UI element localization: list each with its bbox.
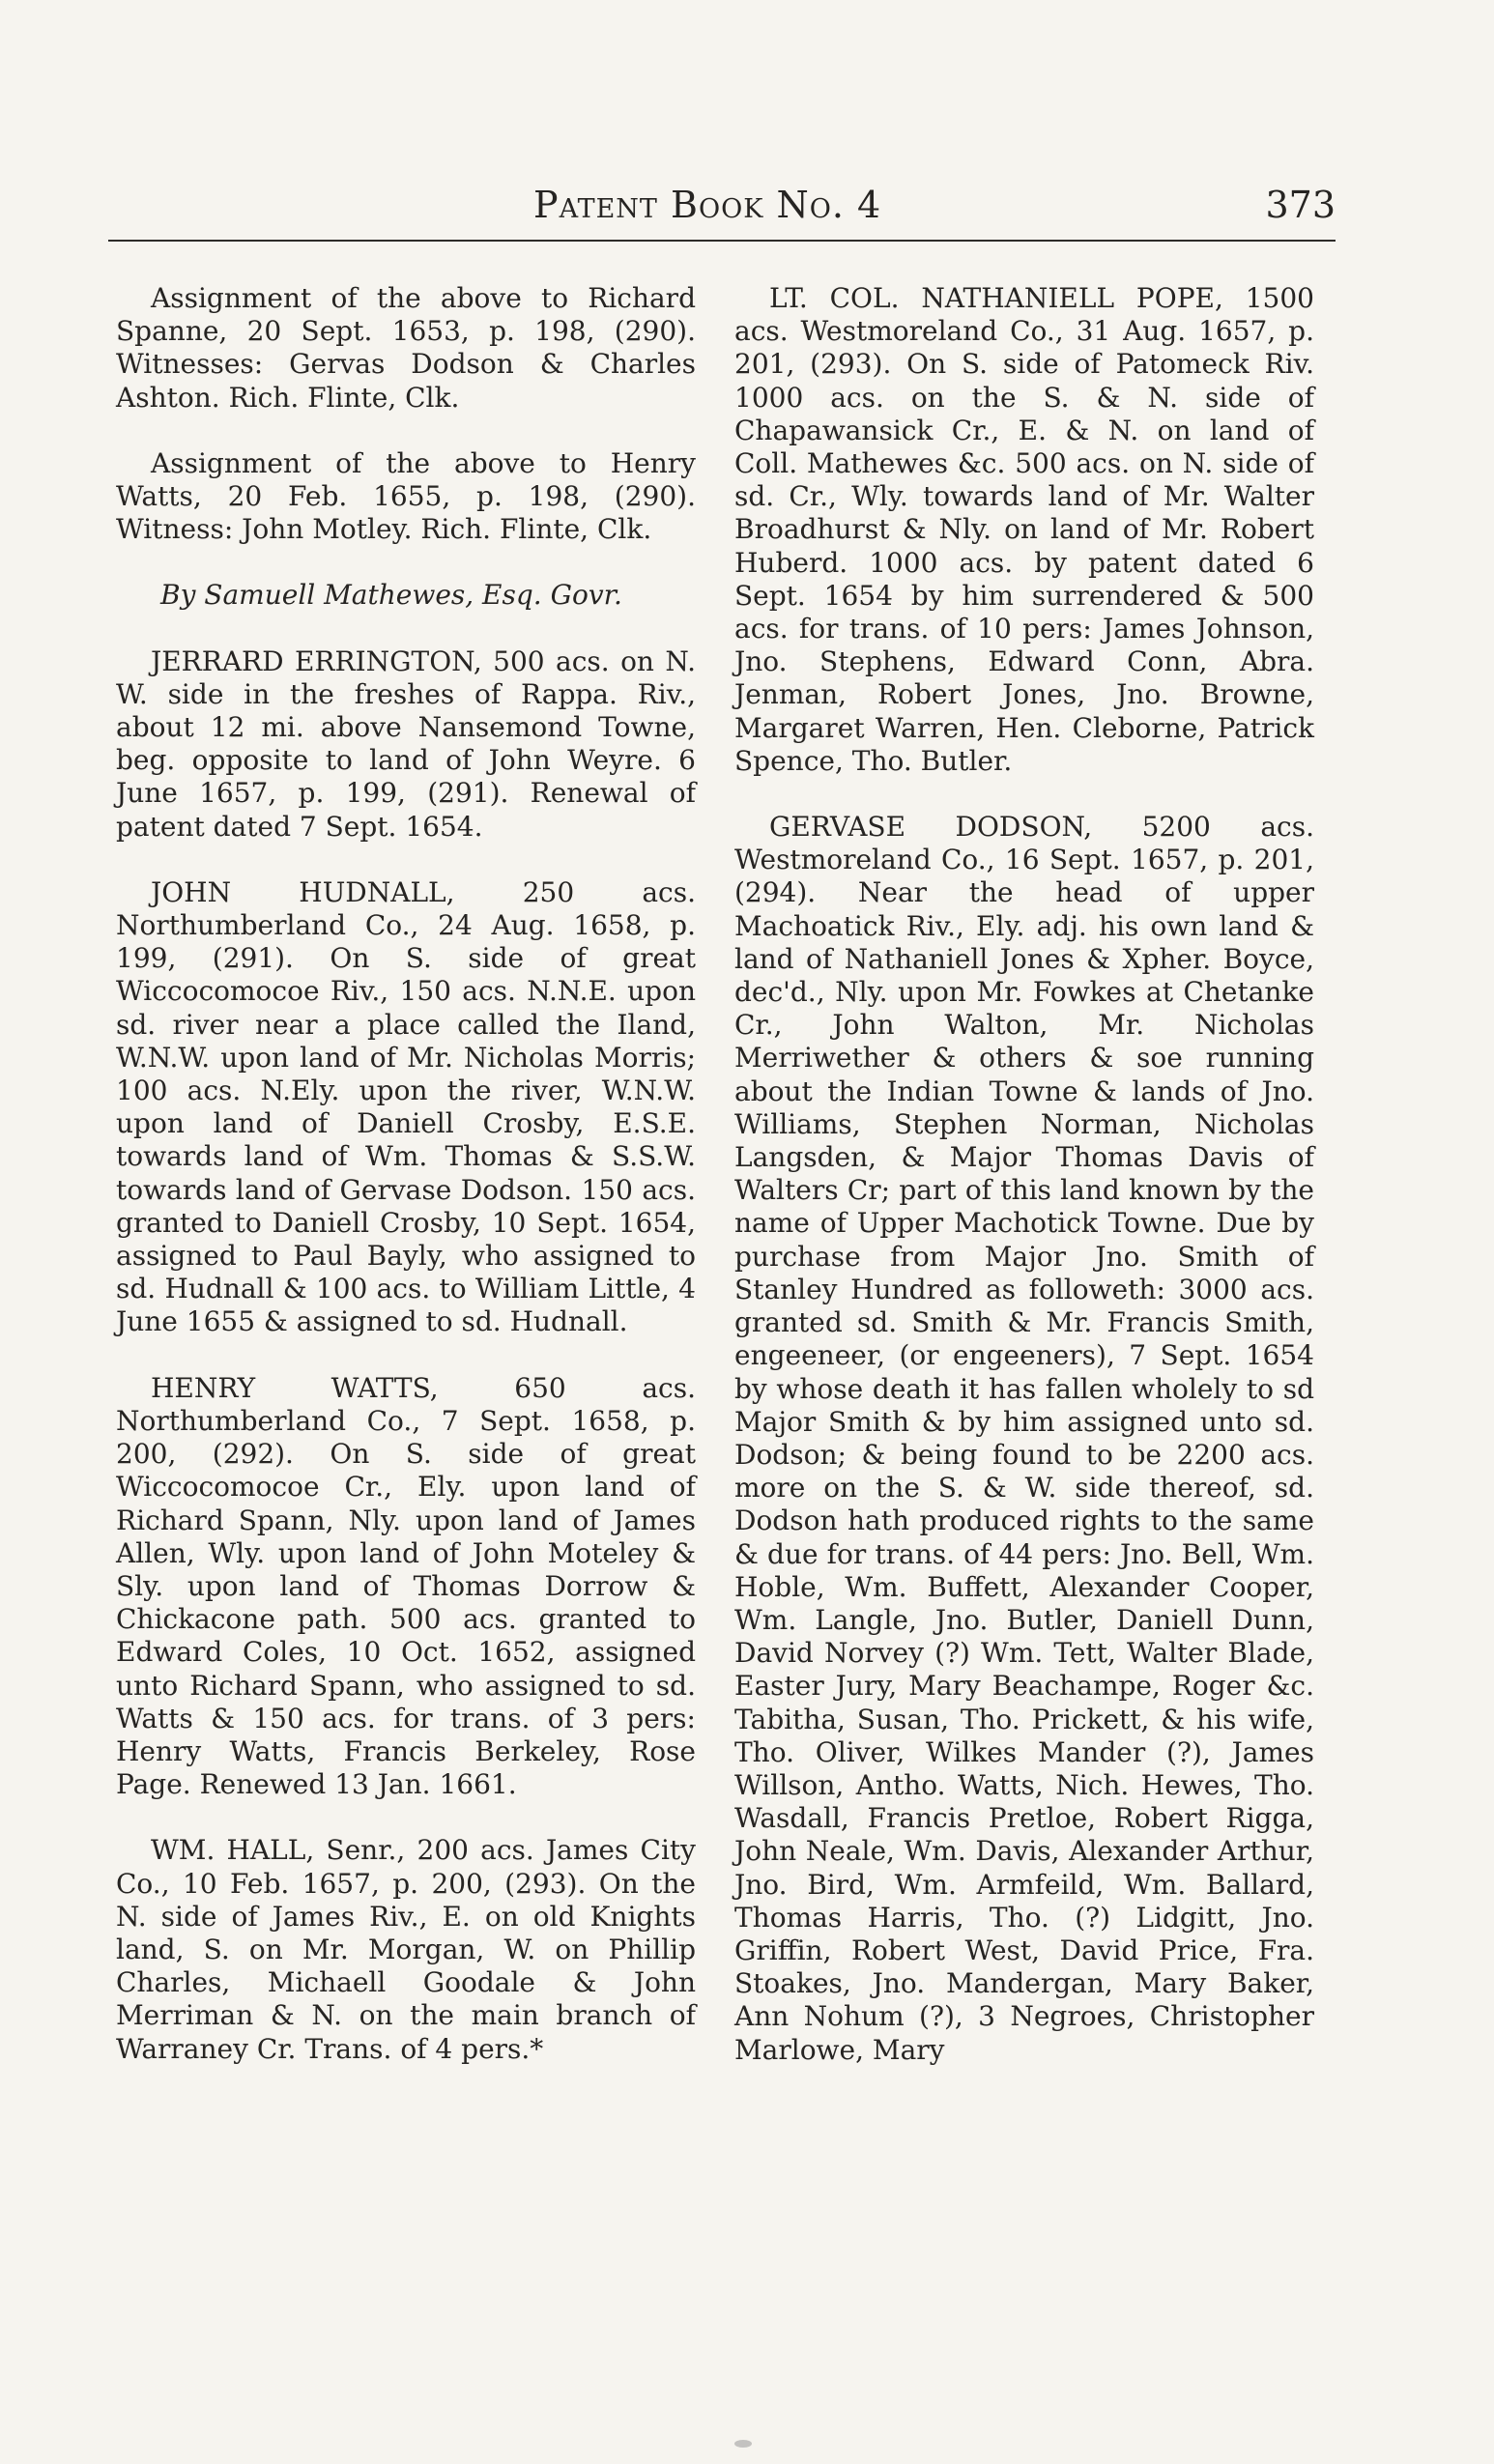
dodson-entry: GERVASE DODSON, 5200 acs. Westmoreland Co., 16 Sept. 1657, p. 201, (294). Near the head of upper Machoatick Riv., Ely. adj. his own land & land of Nathaniell Jones & Xpher. Boyce, dec'd., Nly. upon Mr. Fowkes at Chetanke Cr., John Walton, Mr. Nicholas Merriwether & others & soe running about the Indian Towne & lands of Jno. Williams, Stephen Norman, Nicholas Langsden, & Major Thomas Davis of Walters Cr; part of this land known by the name of Upper Machotick Towne. Due by purchase from Major Jno. Smith of Stanley Hundred as followeth: 3000 acs. granted sd. Smith & Mr. Francis Smith, engeeneer, (or engeeners), 7 Sept. 1654 by whose death it has fallen wholely to sd Major Smith & by him assigned unto sd. Dodson; & being found to be 2200 acs. more on the S. & W. side thereof, sd. Dodson hath produced rights to the same & due for trans. of 44 pers: Jno. Bell, Wm. Hoble, Wm. Buffett, Alexander Cooper, Wm. Langle, Jno. Butler, Daniell Dunn, David Norvey (?) Wm. Tett, Walter Blade, Easter Jury, Mary Beachampe, Roger &c. Tabitha, Susan, Tho. Prickett, & his wife, Tho. Oliver, Wilkes Mander (?), James Willson, Antho. Watts, Nich. Hewes, Tho. Wasdall, Francis Pretloe, Robert Rigga, John Neale, Wm. Davis, Alexander Arthur, Jno. Bird, Wm. Armfeild, Wm. Ballard, Thomas Harris, Tho. (?) Lidgitt, Jno. Griffin, Robert West, David Price, Fra. Stoakes, Jno. Mandergan, Mary Baker, Ann Nohum (?), 3 Negroes, Christopher Marlowe, Mary (734, 811, 1314, 2066)
header-rule (108, 240, 1336, 242)
right-column (734, 282, 1314, 2100)
hudnall-entry: JOHN HUDNALL, 250 acs. Northumberland Co., 24 Aug. 1658, p. 199, (291). On S. side of great Wiccocomocoe Riv., 150 acs. N.N.E. upon sd. river near a place called the Iland, W.N.W. upon land of Mr. Nicholas Morris; 100 acs. N.Ely. upon the river, W.N.W. upon land of Daniell Crosby, E.S.E. towards land of Wm. Thomas & S.S.W. towards land of Gervase Dodson. 150 acs. granted to Daniell Crosby, 10 Sept. 1654, assigned to Paul Bayly, who assigned to sd. Hudnall & 100 acs. to William Little, 4 June 1655 & assigned to sd. Hudnall. (116, 875, 696, 1338)
page-header (108, 184, 1336, 234)
assignment-spanne-entry: Assignment of the above to Richard Spanne, 20 Sept. 1653, p. 198, (290). Witnesses: Gervas Dodson & Charles Ashton. Rich. Flinte, Clk. (116, 282, 696, 414)
page-number: 373 (1265, 184, 1336, 226)
wm-hall-entry: WM. HALL, Senr., 200 acs. James City Co., 10 Feb. 1657, p. 200, (293). On the N. side of James Riv., E. on old Knights land, S. on Mr. Morgan, W. on Phillip Charles, Michaell Goodale & John Merriman & N. on the main branch of Warraney Cr. Trans. of 4 pers.* (116, 1834, 696, 2065)
assignment-watts-entry: Assignment of the above to Henry Watts, 20 Feb. 1655, p. 198, (290). Witness: John Motley. Rich. Flinte, Clk. (116, 446, 696, 546)
pope-entry: LT. COL. NATHANIELL POPE, 1500 acs. Westmoreland Co., 31 Aug. 1657, p. 201, (293). On S. side of Patomeck Riv. 1000 acs. on the S. & N. side of Chapawansick Cr., E. & N. on land of Coll. Mathewes &c. 500 acs. on N. side of sd. Cr., Wly. towards land of Mr. Walter Broadhurst & Nly. on land of Mr. Robert Huberd. 1000 acs. by patent dated 6 Sept. 1654 by him surrendered & 500 acs. for trans. of 10 pers: James Johnson, Jno. Stephens, Edward Conn, Abra. Jenman, Robert Jones, Jno. Browne, Margaret Warren, Hen. Cleborne, Patrick Spence, Tho. Butler. (734, 282, 1314, 777)
henry-watts-entry: HENRY WATTS, 650 acs. Northumberland Co., 7 Sept. 1658, p. 200, (292). On S. side of great Wiccocomocoe Cr., Ely. upon land of Richard Spann, Nly. upon land of James Allen, Wly. upon land of John Moteley & Sly. upon land of Thomas Dorrow & Chickacone path. 500 acs. granted to Edward Coles, 10 Oct. 1652, assigned unto Richard Spann, who assigned to sd. Watts & 150 acs. for trans. of 3 pers: Henry Watts, Francis Berkeley, Rose Page. Renewed 13 Jan. 1661. (116, 1371, 696, 1801)
left-column (116, 282, 696, 2099)
errington-entry: JERRARD ERRINGTON, 500 acs. on N. W. side in the freshes of Rappa. Riv., about 12 mi. above Nansemond Towne, beg. opposite to land of John Weyre. 6 June 1657, p. 199, (291). Renewal of patent dated 7 Sept. 1654. (116, 645, 696, 843)
governor-section-title: By Samuell Mathewes, Esq. Govr. (160, 579, 622, 612)
running-title: Patent Book No. 4 (533, 184, 882, 226)
paper-smudge (734, 2440, 752, 2448)
